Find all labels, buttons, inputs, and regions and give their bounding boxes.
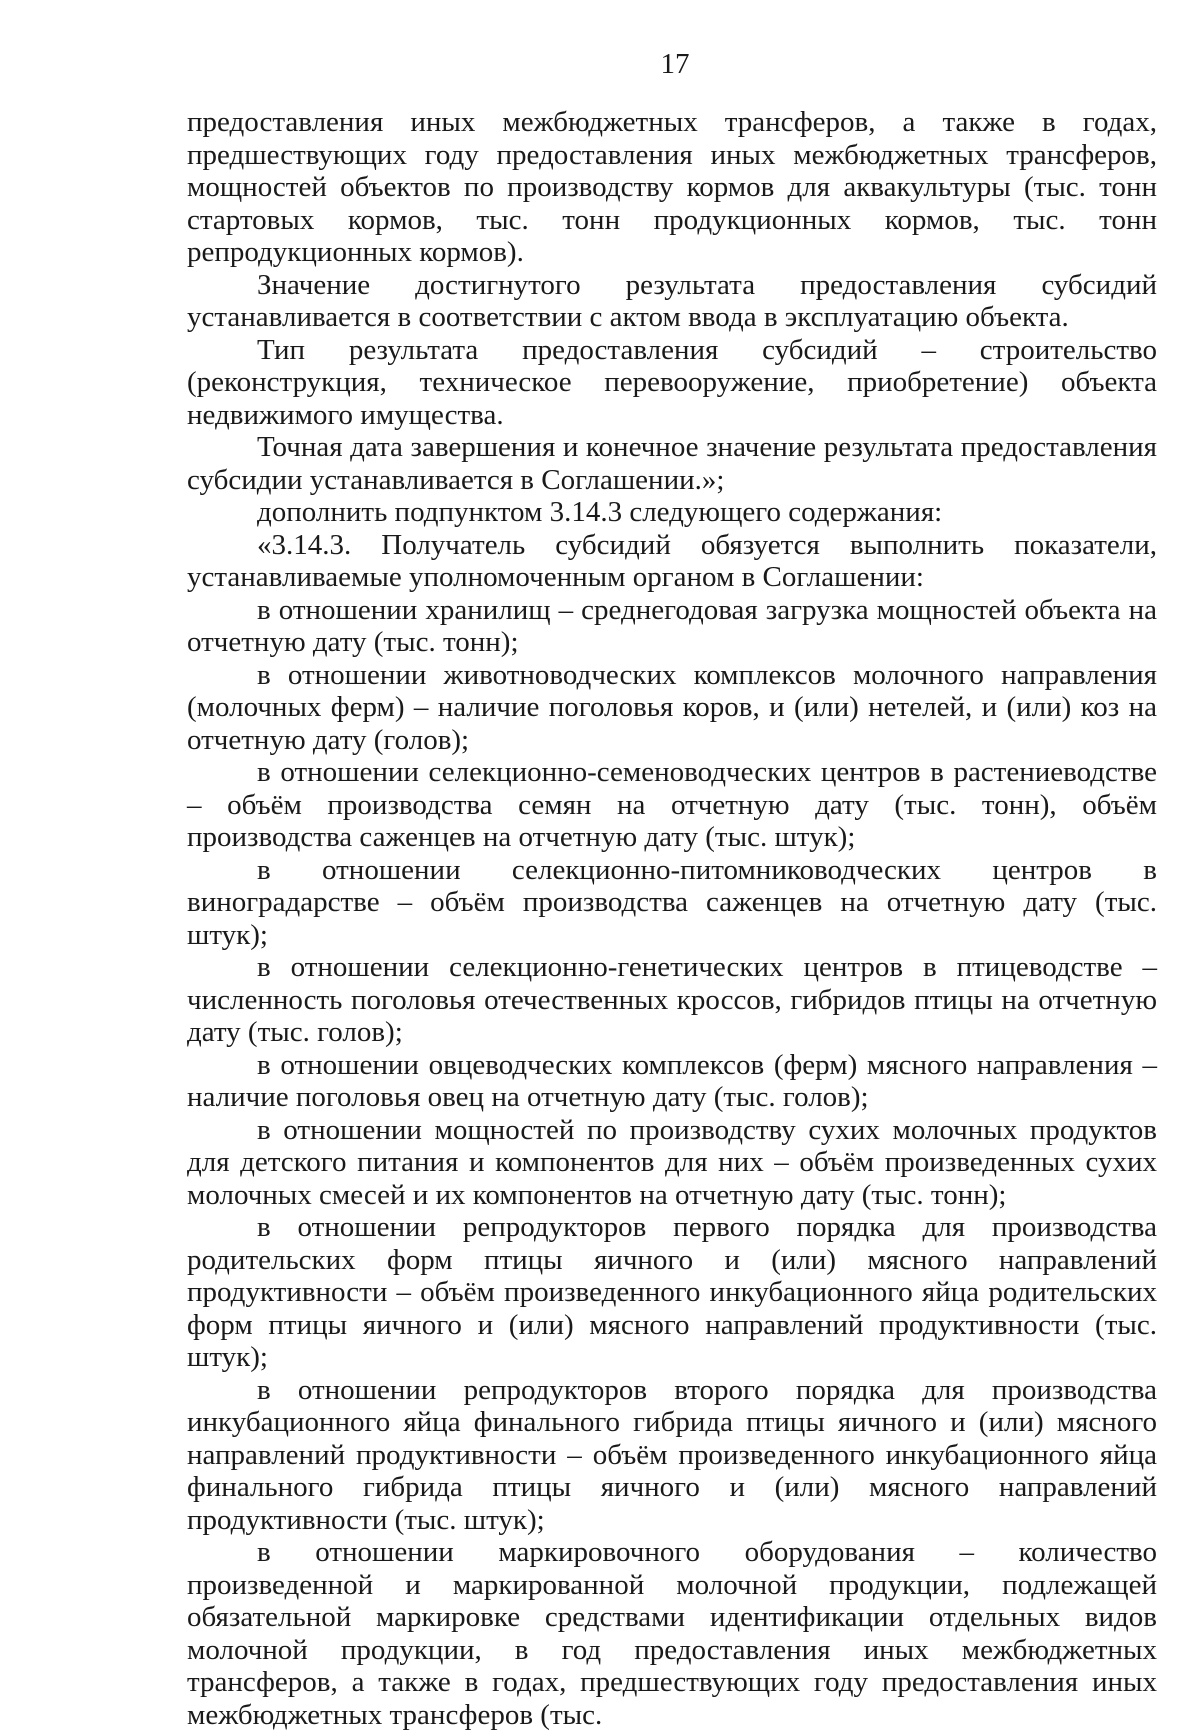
- paragraph: предоставления иных межбюджетных трансферов, а также в годах, предшествующих году предоставления иных межбюджетных трансферов, мощностей объектов по производству кормов для аквакультуры (тыс. тонн стартовых кормов, тыс. тонн продукционных кормов, тыс. тонн репродукционных кормов).: [187, 106, 1157, 268]
- paragraph: в отношении овцеводческих комплексов (ферм) мясного направления – наличие поголовья овец на отчетную дату (тыс. голов);: [187, 1048, 1157, 1113]
- paragraph: в отношении репродукторов первого порядка для производства родительских форм птицы яичного и (или) мясного направлений продуктивности – объём произведенного инкубационного яйца родительских форм птицы яичного и (или) мясного направлений продуктивности (тыс. штук);: [187, 1211, 1157, 1373]
- page-number: 17: [660, 48, 690, 80]
- paragraph: дополнить подпунктом 3.14.3 следующего содержания:: [257, 496, 943, 528]
- paragraph: «3.14.3. Получатель субсидий обязуется выполнить показатели, устанавливаемые уполномоченным органом в Соглашении:: [187, 528, 1157, 593]
- paragraph: в отношении хранилищ – среднегодовая загрузка мощностей объекта на отчетную дату (тыс. тонн);: [187, 593, 1157, 658]
- paragraph: Точная дата завершения и конечное значение результата предоставления субсидии устанавливается в Соглашении.»;: [187, 431, 1157, 496]
- paragraph: в отношении репродукторов второго порядка для производства инкубационного яйца финального гибрида птицы яичного и (или) мясного направлений продуктивности – объём произведенного инкубационного яйца финального гибрида птицы яичного и (или) мясного направлений продуктивности (тыс. штук);: [187, 1373, 1157, 1536]
- paragraph: в отношении мощностей по производству сухих молочных продуктов для детского питания и компонентов для них – объём произведенных сухих молочных смесей и их компонентов на отчетную дату (тыс. тонн);: [187, 1113, 1157, 1211]
- paragraph: Тип результата предоставления субсидий – строительство (реконструкция, техническое перевооружение, приобретение) объекта недвижимого имущества.: [187, 333, 1157, 431]
- paragraph: в отношении маркировочного оборудования – количество произведенной и маркированной молочной продукции, подлежащей обязательной маркировке средствами идентификации отдельных видов молочной продукции, в год предоставления иных межбюджетных трансферов, а также в годах, предшествующих году предоставления иных межбюджетных трансферов (тыс.: [187, 1536, 1157, 1731]
- paragraph: в отношении селекционно-генетических центров в птицеводстве – численность поголовья отечественных кроссов, гибридов птицы на отчетную дату (тыс. голов);: [187, 951, 1157, 1048]
- paragraph: в отношении животноводческих комплексов молочного направления (молочных ферм) – наличие поголовья коров, и (или) нетелей, и (или) коз на отчетную дату (голов);: [187, 658, 1157, 756]
- paragraph: в отношении селекционно-семеноводческих центров в растениеводстве – объём производства семян на отчетную дату (тыс. тонн), объём производства саженцев на отчетную дату (тыс. штук);: [187, 756, 1157, 853]
- paragraph: в отношении селекционно-питомниководческих центров в виноградарстве – объём производства саженцев на отчетную дату (тыс. штук);: [187, 853, 1157, 951]
- body-text: [187, 106, 1157, 1731]
- paragraph: Значение достигнутого результата предоставления субсидий устанавливается в соответствии с актом ввода в эксплуатацию объекта.: [187, 268, 1157, 333]
